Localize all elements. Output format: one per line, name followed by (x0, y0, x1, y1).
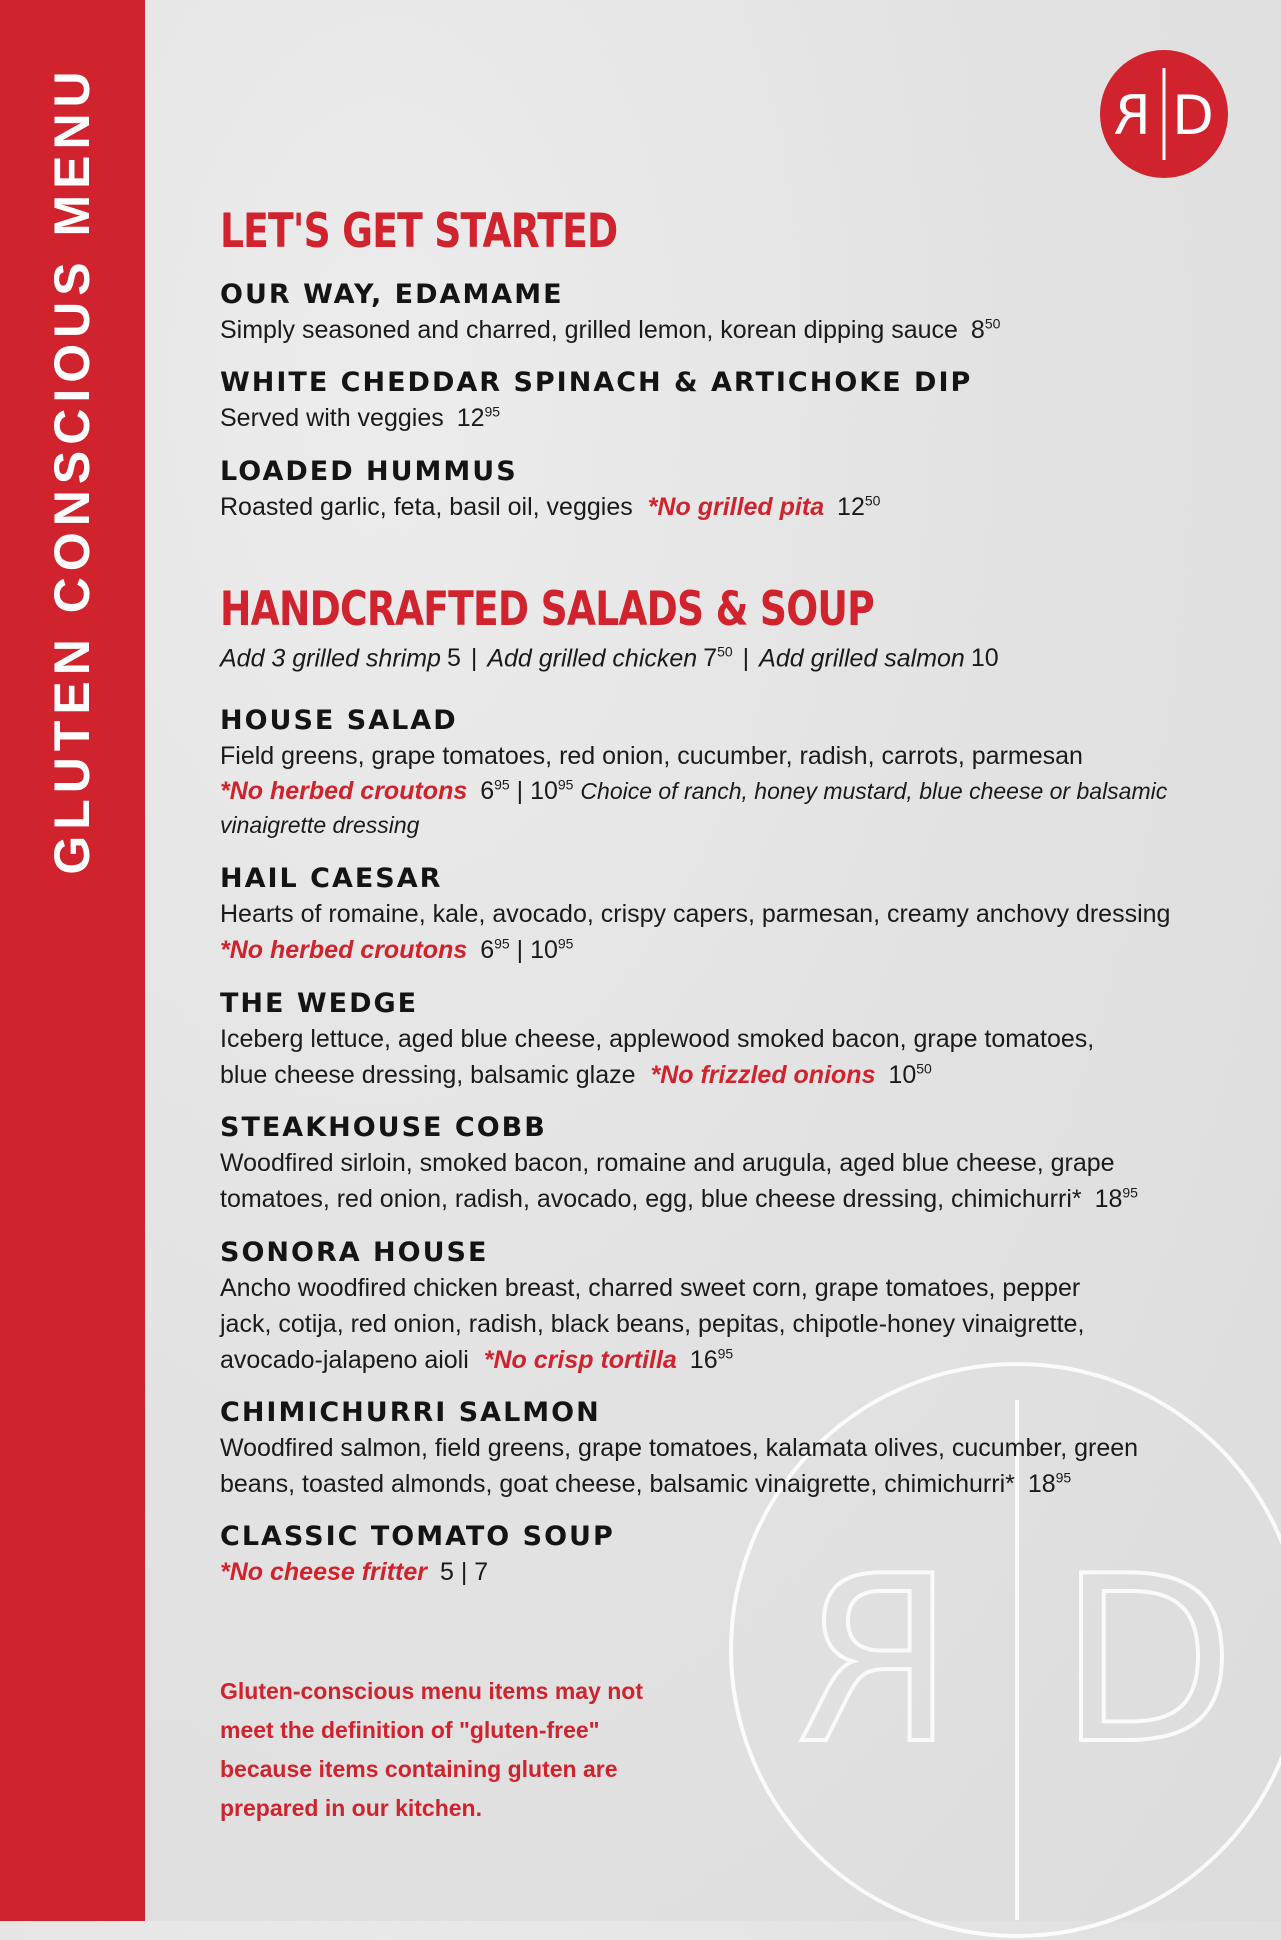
item-note: *No herbed croutons (220, 777, 468, 805)
gluten-disclaimer: Gluten-conscious menu items may not meet the definition of "gluten-free" because items containing gluten are prepared in our kitchen. (220, 1678, 644, 1821)
item-price: $6^{95}$ | $10^{95}$ (480, 776, 574, 805)
item-desc: Woodfired salmon, field greens, grape tomatoes, kalamata olives, cucumber, green beans, toasted almonds, goat cheese, balsamic vinaigrette, chimichurri* $18^{95}$ (220, 1434, 1139, 1498)
item-name: WHITE CHEDDAR SPINACH & ARTICHOKE DIP (220, 367, 973, 398)
logo-left-letter: R (1113, 84, 1151, 147)
item-price: 5 | 7 (439, 1558, 489, 1586)
item-note: *No crisp tortilla (483, 1346, 677, 1374)
item-name: HOUSE SALAD (220, 705, 458, 736)
item-price: $12^{95}$ (456, 403, 501, 432)
addon-price: 5 (446, 644, 461, 673)
item-price: $18^{95}$ (1027, 1469, 1072, 1498)
item-note: *No frizzled onions (650, 1061, 876, 1089)
item-name: CLASSIC TOMATO SOUP (220, 1521, 615, 1552)
item-price: $16^{95}$ (689, 1345, 734, 1374)
item-name: LOADED HUMMUS (220, 456, 518, 487)
item-desc: Iceberg lettuce, aged blue cheese, applewood smoked bacon, grape tomatoes, blue cheese dressing, balsamic glaze *No frizzled onions $10^{50}$ (220, 1025, 1095, 1089)
item-desc: Field greens, grape tomatoes, red onion, cucumber, radish, carrots, parmesan (220, 742, 1083, 770)
addon-price: $7^{50}$ (703, 644, 733, 673)
item-price: $18^{95}$ (1094, 1184, 1138, 1213)
item-name: THE WEDGE (220, 988, 419, 1019)
menu-item-hail-caesar (220, 862, 1210, 968)
item-desc: Hearts of romaine, kale, avocado, crispy capers, parmesan, creamy anchovy dressing (220, 900, 1171, 928)
item-desc: Served with veggies $12^{95}$ (220, 403, 501, 432)
menu-item-tomato-soup (220, 1520, 1210, 1590)
item-desc: Woodfired sirloin, smoked bacon, romaine and arugula, aged blue cheese, grape tomatoes, red onion, radish, avocado, egg, blue cheese dressing, chimichurri* $18^{95}$ (220, 1149, 1138, 1213)
menu-item-sonora-house (220, 1236, 1210, 1378)
menu-item-house-salad (220, 704, 1210, 842)
logo-right-letter: D (1172, 84, 1214, 147)
sidebar-band (0, 0, 145, 1921)
watermark-right-letter: D (1058, 1528, 1236, 1795)
item-desc: Simply seasoned and charred, grilled lemon, korean dipping sauce $8^{50}$ (220, 315, 1001, 344)
item-note: *No grilled pita (647, 493, 825, 521)
section-title-salads: HANDCRAFTED SALADS & SOUP (220, 582, 874, 637)
item-price: $8^{50}$ (970, 315, 1001, 344)
menu-item-the-wedge (220, 987, 1210, 1093)
item-desc: Roasted garlic, feta, basil oil, veggies *No grilled pita $12^{50}$ (220, 492, 881, 521)
item-name: CHIMICHURRI SALMON (220, 1397, 601, 1428)
item-price: $10^{50}$ (888, 1060, 932, 1089)
item-desc: Ancho woodfired chicken breast, charred sweet corn, grape tomatoes, pepper jack, cotija, red onion, radish, black beans, pepitas, chipotle-honey vinaigrette, avocado-jalapeno aioli *No crisp tortilla $16^{95}$ (220, 1274, 1085, 1374)
item-name: OUR WAY, EDAMAME (220, 279, 564, 310)
item-name: HAIL CAESAR (220, 863, 443, 894)
menu-item-steakhouse-cobb (220, 1111, 1210, 1217)
section-title-starters: LET'S GET STARTED (220, 204, 618, 259)
item-price: $12^{50}$ (837, 492, 881, 521)
item-note: *No herbed croutons (220, 936, 468, 964)
menu-type-title: GLUTEN CONSCIOUS MENU (44, 65, 100, 875)
menu-item-spinach-dip (220, 366, 1210, 436)
item-name: STEAKHOUSE COBB (220, 1112, 547, 1143)
item-name: SONORA HOUSE (220, 1237, 489, 1268)
addon-price: 10 (970, 644, 999, 673)
dressing-note: Choice of ranch, honey mustard, blue cheese or balsamic vinaigrette dressing (220, 778, 1168, 838)
menu-item-hummus (220, 455, 1210, 525)
brand-logo (1100, 50, 1228, 178)
item-price: $6^{95}$ | $10^{95}$ (480, 935, 574, 964)
menu-item-chimichurri-salmon (220, 1396, 1210, 1502)
watermark-left-letter: R (795, 1528, 955, 1795)
addons-line: Add 3 grilled shrimp 5 | Add grilled chicken $7^{50}$ | Add grilled salmon 10 (220, 644, 999, 673)
item-note: *No cheese fritter (220, 1558, 428, 1586)
menu-item-edamame (220, 278, 1210, 348)
